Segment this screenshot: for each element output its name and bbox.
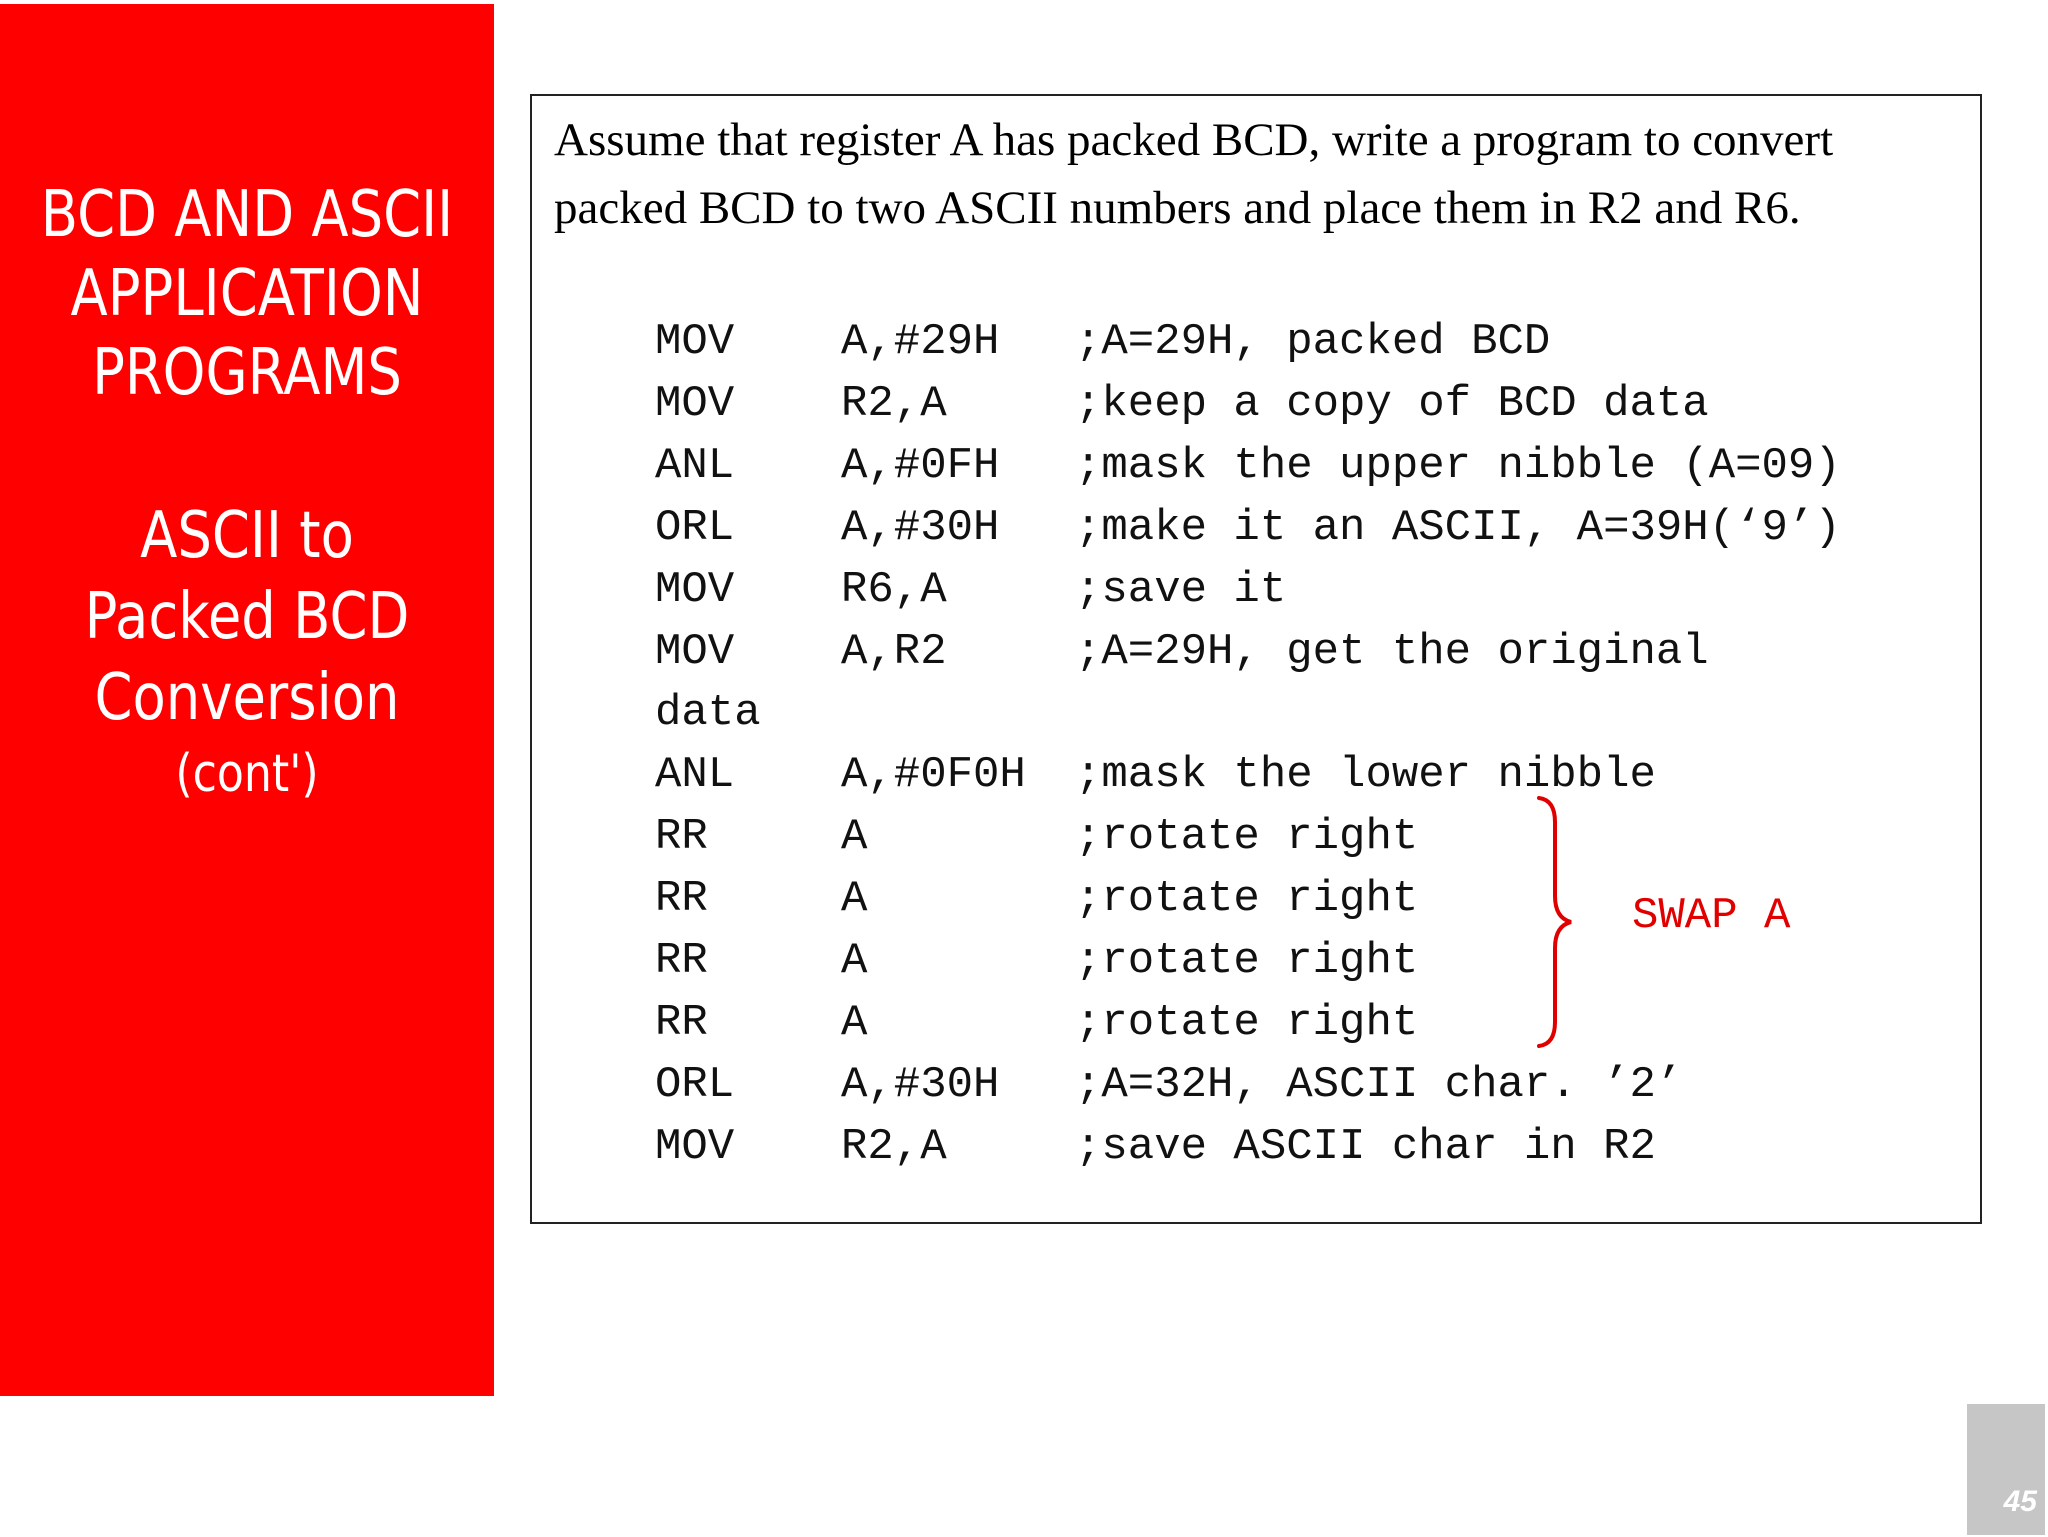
code-comment: ;mask the lower nibble	[1075, 750, 1656, 800]
code-operand: A	[841, 936, 868, 986]
code-operand: R6,A	[841, 565, 947, 615]
code-mnemonic: ANL	[655, 750, 735, 800]
code-mnemonic: RR	[655, 812, 708, 862]
code-mnemonic: MOV	[655, 379, 735, 429]
code-operand: R2,A	[841, 1122, 947, 1172]
code-operand: R2,A	[841, 379, 947, 429]
code-operand: A,#29H	[841, 317, 1000, 367]
code-operand: A,#30H	[841, 1060, 1000, 1110]
code-mnemonic: RR	[655, 874, 708, 924]
code-operand: A,#0F0H	[841, 750, 1026, 800]
code-operand: A,R2	[841, 627, 947, 677]
code-comment: ;A=29H, packed BCD	[1075, 317, 1551, 367]
section-title-line: PROGRAMS	[92, 336, 402, 410]
code-comment: ;make it an ASCII, A=39H(‘9’)	[1075, 503, 1841, 553]
problem-statement	[554, 106, 1974, 242]
code-mnemonic: MOV	[655, 317, 735, 367]
code-mnemonic: RR	[655, 998, 708, 1048]
code-comment: ;rotate right	[1075, 812, 1419, 862]
code-mnemonic: RR	[655, 936, 708, 986]
code-comment: ;keep a copy of BCD data	[1075, 379, 1709, 429]
example-box	[530, 94, 1982, 1224]
section-title-line: BCD AND ASCII	[40, 178, 454, 252]
swap-brace-icon	[1535, 796, 1595, 1048]
code-mnemonic: ORL	[655, 1060, 735, 1110]
code-operand: A	[841, 998, 868, 1048]
code-mnemonic: data	[655, 688, 761, 738]
section-title-line: APPLICATION	[70, 257, 424, 331]
sidebar-panel	[0, 4, 494, 1396]
code-operand: A,#30H	[841, 503, 1000, 553]
code-mnemonic: MOV	[655, 627, 735, 677]
code-comment: ;A=32H, ASCII char. ’2’	[1075, 1060, 1683, 1110]
code-mnemonic: MOV	[655, 1122, 735, 1172]
code-mnemonic: MOV	[655, 565, 735, 615]
code-comment: ;rotate right	[1075, 998, 1419, 1048]
section-title	[37, 176, 457, 413]
section-subtitle-line: Conversion	[94, 661, 400, 735]
code-comment: ;mask the upper nibble (A=09)	[1075, 441, 1841, 491]
code-comment: ;rotate right	[1075, 874, 1419, 924]
code-comment: ;rotate right	[1075, 936, 1419, 986]
code-operand: A,#0FH	[841, 441, 1000, 491]
code-operand: A	[841, 874, 868, 924]
code-mnemonic: ORL	[655, 503, 735, 553]
swap-annotation: SWAP A	[1632, 891, 1791, 941]
code-comment: ;save it	[1075, 565, 1287, 615]
problem-line: Assume that register A has packed BCD, write a program to convert	[554, 114, 1834, 166]
section-subtitle-line: Packed BCD	[84, 580, 410, 654]
code-comment: ;A=29H, get the original	[1075, 627, 1709, 677]
page-number: 45	[2003, 1485, 2037, 1518]
problem-line: packed BCD to two ASCII numbers and place them in R2 and R6.	[554, 182, 1801, 234]
section-subtitle	[37, 496, 457, 739]
code-mnemonic: ANL	[655, 441, 735, 491]
code-operand: A	[841, 812, 868, 862]
page-number-badge	[1967, 1404, 2045, 1535]
section-subtitle-line: ASCII to	[140, 499, 354, 573]
code-comment: ;save ASCII char in R2	[1075, 1122, 1656, 1172]
continued-note: (cont')	[175, 744, 319, 804]
